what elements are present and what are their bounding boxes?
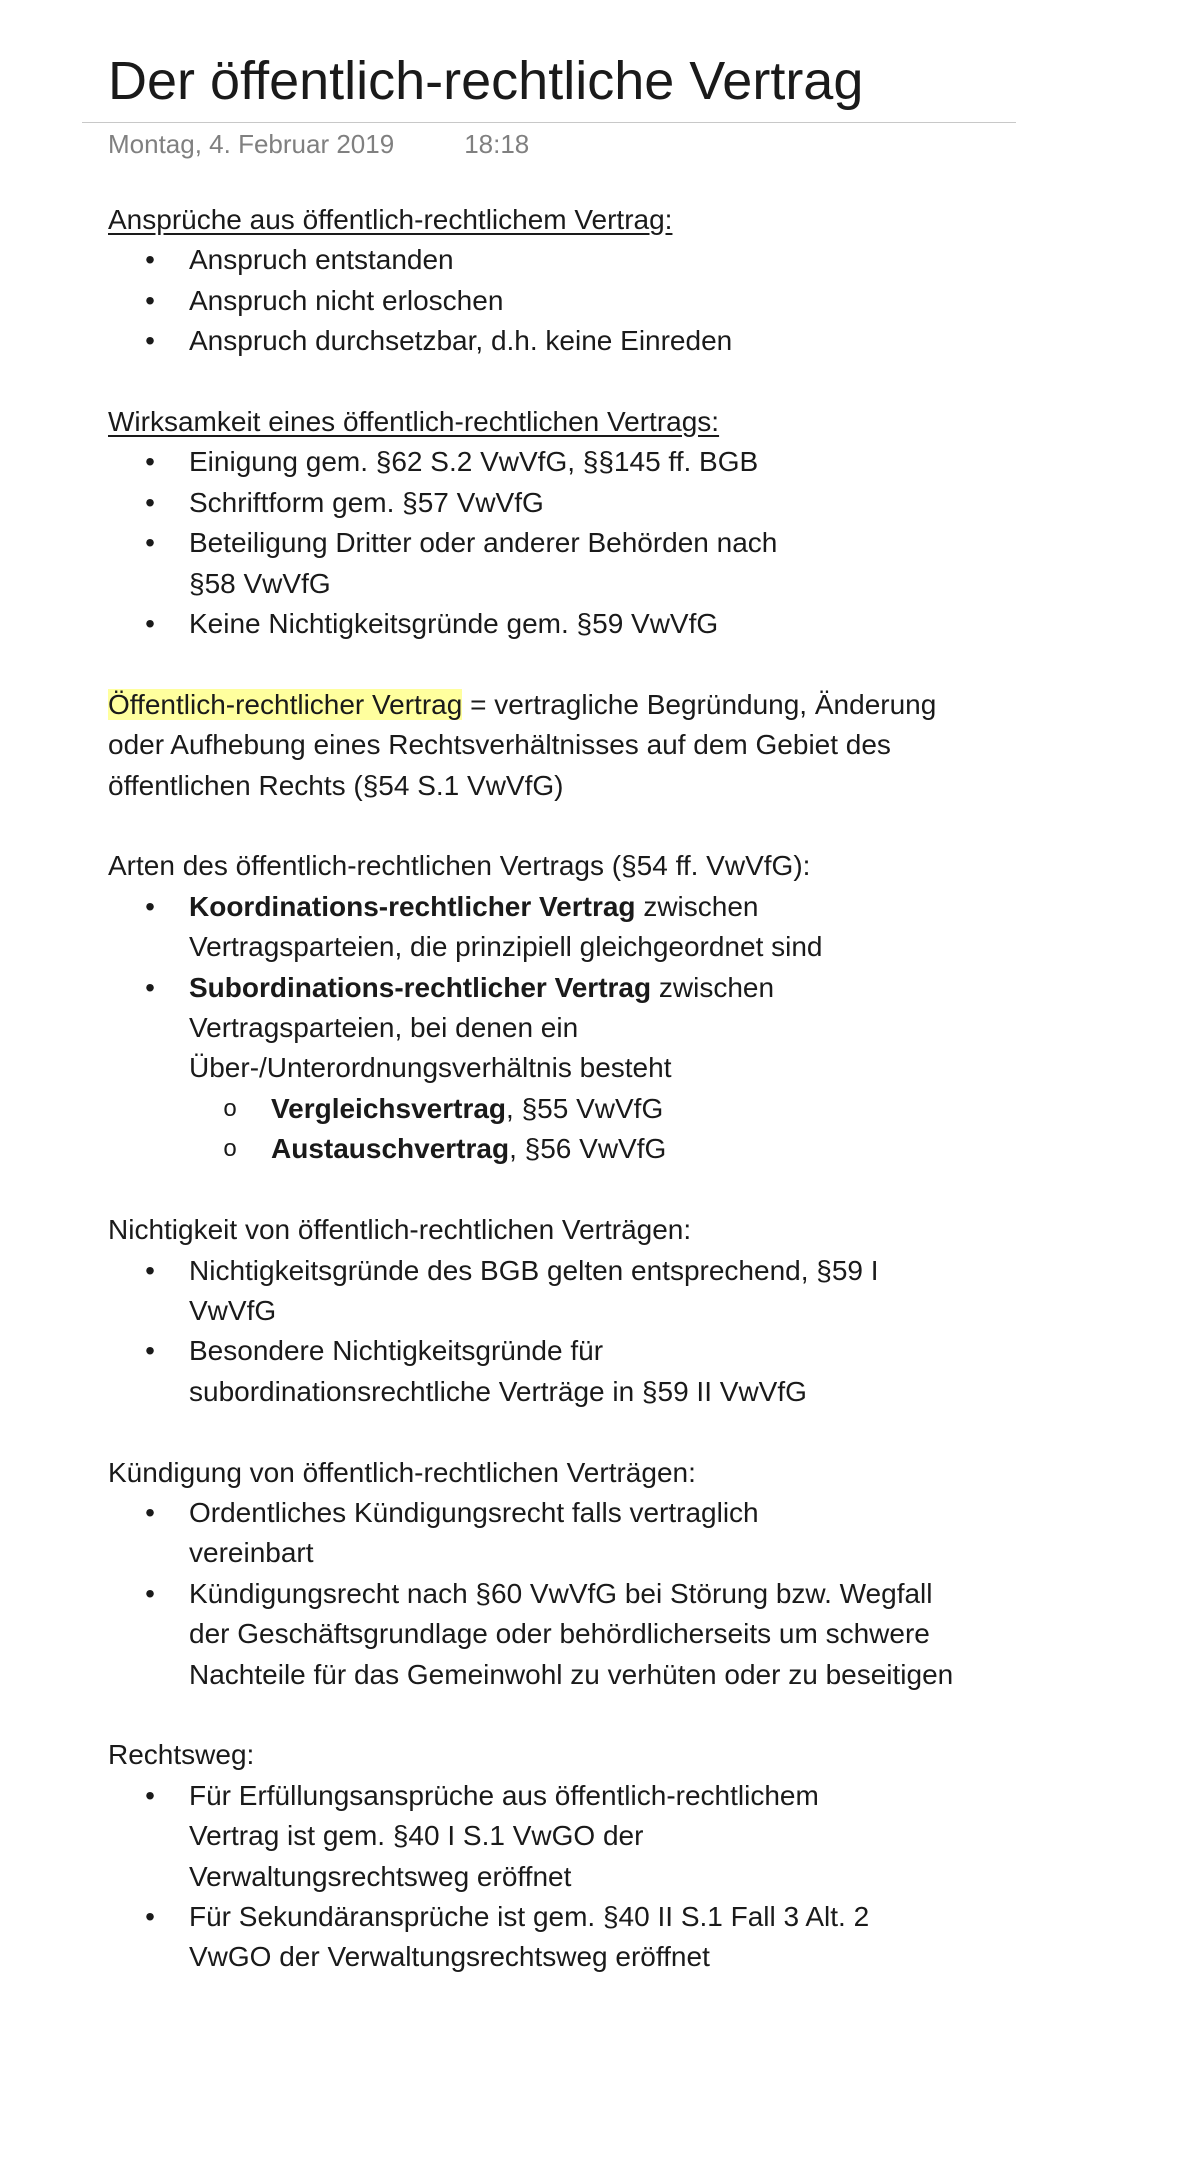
section-arten (108, 846, 988, 1169)
list-item-text: Ordentliches Kündigungsrecht falls vertraglich vereinbart (189, 1496, 759, 1569)
section-nichtigkeit (108, 1210, 988, 1412)
bullet-list (108, 240, 988, 361)
circle-bullet-icon: o (223, 1094, 237, 1122)
note-content[interactable] (108, 200, 988, 2018)
list-item-text: Anspruch entstanden (189, 244, 454, 276)
section-rechtsweg (108, 1735, 988, 1977)
bullet-list (108, 1776, 988, 1978)
list-item-text: Anspruch durchsetzbar, d.h. keine Einreden (189, 325, 733, 357)
term-bold: Subordinations-rechtlicher Vertrag (189, 971, 652, 1003)
bullet-icon: • (145, 325, 155, 357)
list-item-text: Anspruch nicht erloschen (189, 284, 504, 316)
bullet-icon: • (145, 446, 155, 478)
list-item (108, 1897, 988, 1978)
list-item-text: Für Erfüllungsansprüche aus öffentlich-rechtlichem Vertrag ist gem. §40 I S.1 VwGO der Verwaltungsrechtsweg eröffnet (189, 1779, 819, 1892)
bullet-list (108, 887, 988, 1170)
list-item-text: , §55 VwVfG (506, 1092, 664, 1124)
page-title[interactable]: Der öffentlich-rechtliche Vertrag (108, 51, 864, 111)
list-item (108, 1251, 988, 1332)
section-heading: Ansprüche aus öffentlich-rechtlichem Vertrag: (108, 204, 673, 235)
list-item-text: zwischen Vertragsparteien, die prinzipiell gleichgeordnet sind (189, 890, 823, 963)
bullet-icon: • (145, 890, 155, 922)
note-time: 18:18 (464, 129, 530, 159)
circle-bullet-icon: o (223, 1135, 237, 1163)
list-item-text: Keine Nichtigkeitsgründe gem. §59 VwVfG (189, 608, 719, 640)
section-heading: Wirksamkeit eines öffentlich-rechtlichen Vertrags: (108, 406, 720, 438)
list-item-text: Beteiligung Dritter oder anderer Behörden nach §58 VwVfG (189, 527, 778, 599)
highlighted-term: Öffentlich-rechtlicher Vertrag (108, 688, 463, 720)
list-item (108, 968, 988, 1170)
definition-text: = vertragliche Begründung, Änderung oder Aufhebung eines Rechtsverhältnisses auf dem Gebiet des öffentlichen Rechts (§54 S.1 VwVfG) (108, 688, 937, 801)
list-item (108, 442, 988, 482)
list-item (108, 321, 988, 361)
list-item (108, 1331, 988, 1412)
title-divider (82, 122, 1016, 123)
bullet-icon: • (145, 1335, 155, 1367)
list-item (108, 281, 988, 321)
section-heading: Nichtigkeit von öffentlich-rechtlichen Verträgen: (108, 1214, 692, 1246)
list-item (108, 604, 988, 644)
bullet-icon: • (145, 1779, 155, 1811)
bullet-list (108, 1251, 988, 1413)
section-kuendigung (108, 1453, 988, 1695)
list-item-text: Besondere Nichtigkeitsgründe für subordinationsrechtliche Verträge in §59 II VwVfG (189, 1335, 807, 1407)
list-item (108, 523, 988, 604)
bullet-icon: • (145, 284, 155, 316)
note-meta (108, 126, 529, 162)
list-item-text: Einigung gem. §62 S.2 VwVfG, §§145 ff. BGB (189, 446, 759, 478)
list-item (108, 240, 988, 280)
section-heading: Rechtsweg: (108, 1739, 255, 1771)
bullet-icon: • (145, 1496, 155, 1528)
bullet-icon: • (145, 971, 155, 1003)
note-date: Montag, 4. Februar 2019 (108, 129, 395, 159)
bullet-icon: • (145, 1900, 155, 1932)
term-bold: Vergleichsvertrag (271, 1092, 507, 1124)
list-item (108, 1493, 988, 1574)
section-heading: Arten des öffentlich-rechtlichen Vertrags (§54 ff. VwVfG): (108, 850, 811, 882)
list-item-text: , §56 VwVfG (509, 1133, 667, 1165)
list-item (108, 887, 988, 968)
section-definition (108, 685, 988, 806)
definition-paragraph (108, 685, 948, 806)
term-bold: Koordinations-rechtlicher Vertrag (189, 890, 636, 922)
bullet-icon: • (145, 244, 155, 276)
list-item-text: Schriftform gem. §57 VwVfG (189, 486, 544, 518)
section-heading: Kündigung von öffentlich-rechtlichen Verträgen: (108, 1456, 696, 1488)
bullet-icon: • (145, 1254, 155, 1286)
section-ansprueche (108, 200, 988, 362)
bullet-list (108, 442, 988, 644)
list-item (108, 1776, 988, 1897)
list-item (108, 483, 988, 523)
sub-bullet-list (108, 1089, 798, 1170)
bullet-list (108, 1493, 988, 1695)
sub-list-item (108, 1089, 798, 1129)
bullet-icon: • (145, 1577, 155, 1609)
term-bold: Austauschvertrag (271, 1133, 510, 1165)
list-item-text: Nichtigkeitsgründe des BGB gelten entsprechend, §59 I VwVfG (189, 1254, 879, 1326)
list-item-text: zwischen Vertragsparteien, bei denen ein Über-/Unterordnungsverhältnis besteht (189, 971, 775, 1084)
bullet-icon: • (145, 608, 155, 640)
list-item-text: Kündigungsrecht nach §60 VwVfG bei Störung bzw. Wegfall der Geschäftsgrundlage oder behördlicherseits um schwere Nachteile für das Gemeinwohl zu verhüten oder zu beseitigen (189, 1577, 954, 1690)
bullet-icon: • (145, 486, 155, 518)
list-item (108, 1574, 988, 1695)
list-item-text: Für Sekundäransprüche ist gem. §40 II S.1 Fall 3 Alt. 2 VwGO der Verwaltungsrechtsweg eröffnet (189, 1900, 870, 1973)
bullet-icon: • (145, 527, 155, 559)
section-wirksamkeit (108, 402, 988, 644)
sub-list-item (108, 1129, 798, 1169)
